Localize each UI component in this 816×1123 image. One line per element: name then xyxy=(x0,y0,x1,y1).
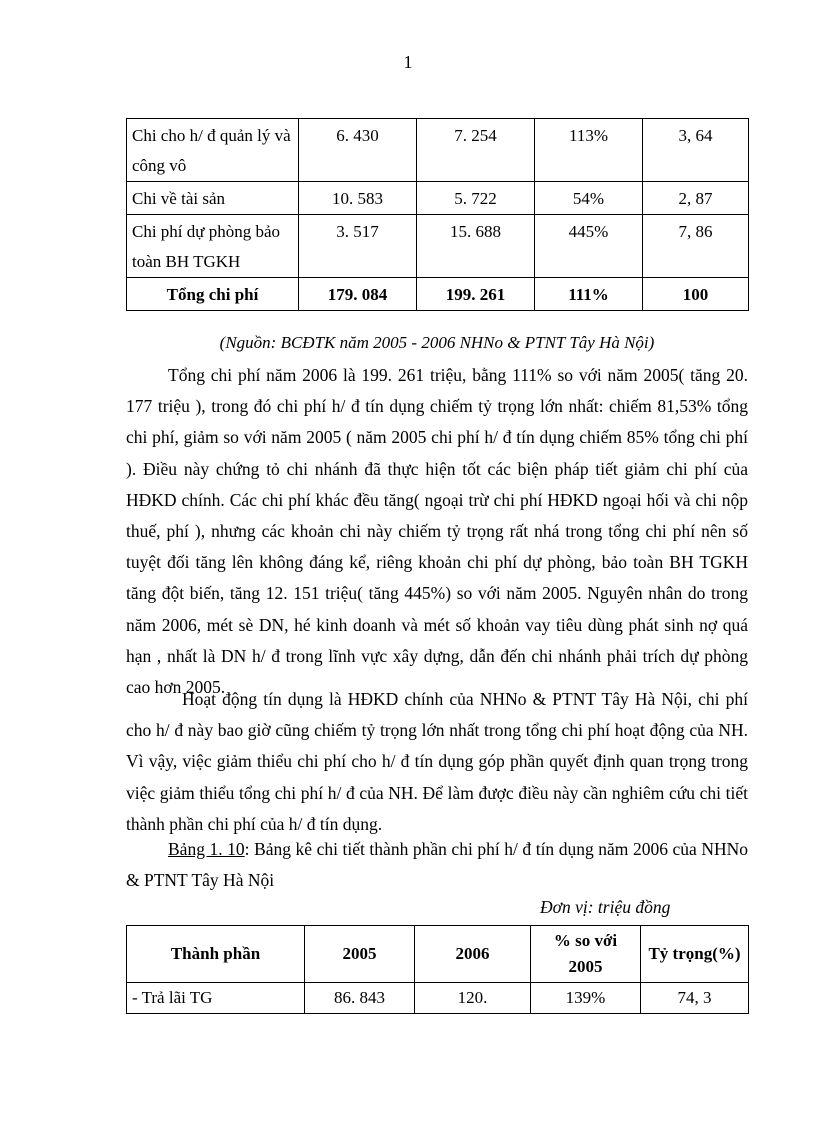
table-header-row xyxy=(127,926,749,983)
column-header: Thành phần xyxy=(127,926,305,983)
page-number: 1 xyxy=(403,52,413,72)
percent-value: 113% xyxy=(535,119,643,182)
caption-label: Bảng 1. 10 xyxy=(168,839,245,859)
table-row xyxy=(127,983,749,1014)
value-2005: 6. 430 xyxy=(299,119,417,182)
value-2005: 3. 517 xyxy=(299,215,417,278)
paragraph-1: Tổng chi phí năm 2006 là 199. 261 triệu, bằng 111% so với năm 2005( tăng 20. 177 triệu ), trong đó chi phí h/ đ tín dụng chiếm tỷ trọng lớn nhất: chiếm 81,53% tổng chi phí, giảm so với năm 2005 ( năm 2005 chi phí h/ đ tín dụng chiếm 85% tổng chi phí ). Điều này chứng tỏ chi nhánh đã thực hiện tốt các biện pháp tiết giảm chi phí của HĐKD chính. Các chi phí khác đều tăng( ngoại trừ chi phí HĐKD ngoại hối và chi nộp thuế, phí ), nhưng các khoản chi này chiếm tỷ trọng rất nhá trong tổng chi phí nên số tuyệt đối tăng lên không đáng kể, riêng khoản chi phí dự phòng, bảo toàn BH TGKH tăng đột biến, tăng 12. 151 triệu( tăng 445%) so với năm 2005. Nguyên nhân do trong năm 2006, mét sè DN, hé kinh doanh và mét số khoản vay tiêu dùng phát sinh nợ quá hạn , nhất là DN h/ đ trong lĩnh vực xây dựng, dẫn đến chi nhánh phải trích dự phòng cao hơn 2005. xyxy=(126,365,748,698)
caption-text: : Bảng kê chi tiết thành phần chi phí h/ đ tín dụng năm 2006 của NHNo & PTNT Tây Hà Nội xyxy=(126,839,748,891)
total-2006: 199. 261 xyxy=(417,278,535,311)
share-value: 7, 86 xyxy=(643,215,749,278)
table-row xyxy=(127,119,749,182)
value-2006: 5. 722 xyxy=(417,182,535,215)
share-value: 2, 87 xyxy=(643,182,749,215)
unit-note: Đơn vị: triệu đồng xyxy=(540,897,671,917)
value-2005: 10. 583 xyxy=(299,182,417,215)
value-2006: 7. 254 xyxy=(417,119,535,182)
value-2006: 15. 688 xyxy=(417,215,535,278)
value-2006: 120. xyxy=(415,983,531,1014)
row-label: Chi về tài sản xyxy=(127,182,299,215)
table-row xyxy=(127,215,749,278)
column-header: Tỷ trọng(%) xyxy=(641,926,749,983)
row-label: Chi phí dự phòng bảo toàn BH TGKH xyxy=(127,215,299,278)
column-header: 2005 xyxy=(305,926,415,983)
paragraph-2: Hoạt động tín dụng là HĐKD chính của NHNo & PTNT Tây Hà Nội, chi phí cho h/ đ này bao giờ cũng chiếm tỷ trọng lớn nhất trong tổng chi phí hoạt động của NH. Vì vậy, việc giảm thiểu chi phí cho h/ đ tín dụng góp phần quyết định quan trọng trong việc giảm thiểu tổng chi phí h/ đ của NH. Để làm được điều này cần nghiêm cứu chi tiết thành phần chi phí của h/ đ tín dụng. xyxy=(126,689,748,834)
total-share: 100 xyxy=(643,278,749,311)
row-label: - Trả lãi TG xyxy=(127,983,305,1014)
expense-table xyxy=(126,118,749,311)
table-caption xyxy=(126,834,748,896)
source-note: (Nguồn: BCĐTK năm 2005 - 2006 NHNo & PTNT Tây Hà Nội) xyxy=(219,333,655,352)
share-value: 3, 64 xyxy=(643,119,749,182)
table-row xyxy=(127,182,749,215)
value-2005: 86. 843 xyxy=(305,983,415,1014)
row-label: Chi cho h/ đ quản lý và công vô xyxy=(127,119,299,182)
total-label: Tổng chi phí xyxy=(127,278,299,311)
total-2005: 179. 084 xyxy=(299,278,417,311)
credit-expense-table xyxy=(126,925,749,1014)
share-value: 74, 3 xyxy=(641,983,749,1014)
column-header: 2006 xyxy=(415,926,531,983)
total-percent: 111% xyxy=(535,278,643,311)
percent-value: 139% xyxy=(531,983,641,1014)
total-row xyxy=(127,278,749,311)
percent-value: 445% xyxy=(535,215,643,278)
percent-value: 54% xyxy=(535,182,643,215)
column-header: % so với 2005 xyxy=(531,926,641,983)
